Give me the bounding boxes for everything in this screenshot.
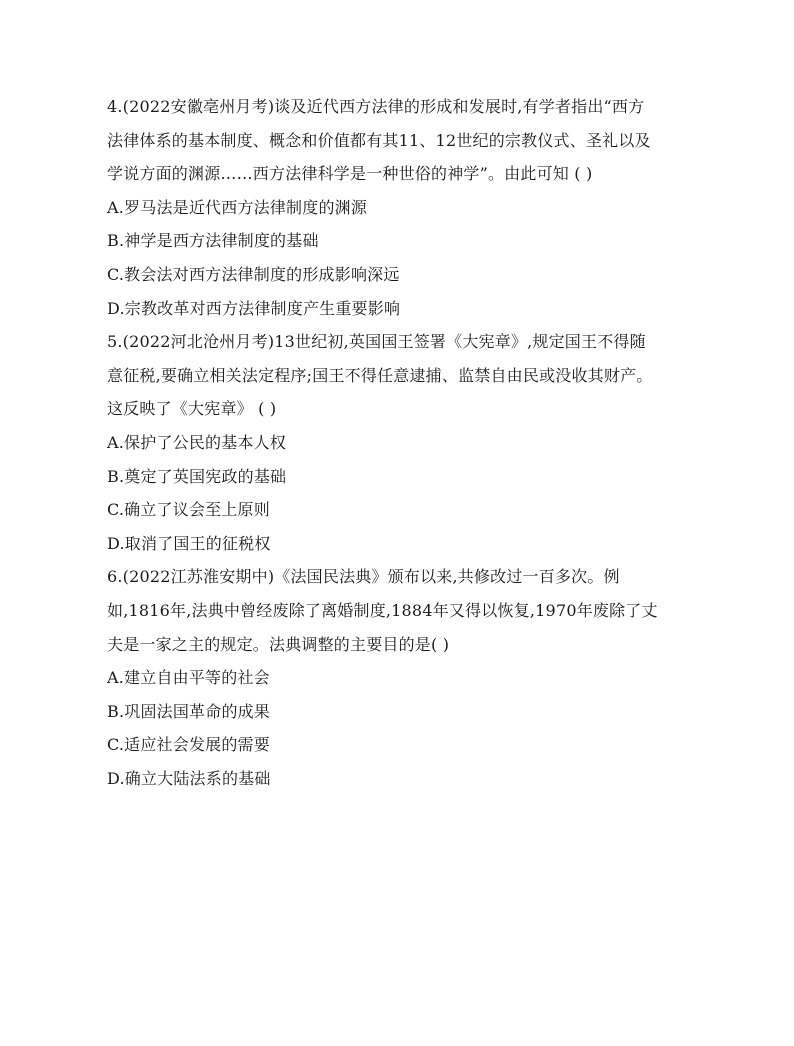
option-a: A.罗马法是近代西方法律制度的渊源 xyxy=(107,197,368,217)
question-stem-line: 如,1816年,法典中曾经废除了离婚制度,1884年又得以恢复,1970年废除了丈 xyxy=(107,600,658,620)
option-b: B.奠定了英国宪政的基础 xyxy=(107,466,287,486)
question-stem-line: 5.(2022河北沧州月考)13世纪初,英国国王签署《大宪章》,规定国王不得随 xyxy=(107,332,646,352)
question-5 xyxy=(107,325,707,560)
question-4 xyxy=(107,90,707,325)
option-c: C.教会法对西方法律制度的形成影响深远 xyxy=(107,264,400,284)
option-c: C.适应社会发展的需要 xyxy=(107,735,270,755)
option-b: B.巩固法国革命的成果 xyxy=(107,701,271,721)
question-stem-line: 意征税,要确立相关法定程序;国王不得任意逮捕、监禁自由民或没收其财产。 xyxy=(107,365,653,385)
question-stem-line: 学说方面的渊源……西方法律科学是一种世俗的神学”。由此可知 ( ) xyxy=(107,164,593,184)
question-6 xyxy=(107,560,707,795)
option-b: B.神学是西方法律制度的基础 xyxy=(107,231,319,251)
option-d: D.宗教改革对西方法律制度产生重要影响 xyxy=(107,298,401,318)
option-c: C.确立了议会至上原则 xyxy=(107,500,270,520)
question-stem-line: 6.(2022江苏淮安期中)《法国民法典》颁布以来,共修改过一百多次。例 xyxy=(107,567,620,587)
document-page xyxy=(107,90,707,795)
option-a: A.建立自由平等的社会 xyxy=(107,668,270,688)
option-d: D.取消了国王的征税权 xyxy=(107,533,271,553)
question-stem-line: 4.(2022安徽亳州月考)谈及近代西方法律的形成和发展时,有学者指出“西方 xyxy=(107,97,645,116)
question-stem-line: 夫是一家之主的规定。法典调整的主要目的是( ) xyxy=(107,634,450,654)
option-a: A.保护了公民的基本人权 xyxy=(107,432,287,452)
question-stem-line: 这反映了《大宪章》 ( ) xyxy=(107,399,277,419)
question-stem-line: 法律体系的基本制度、概念和价值都有其11、12世纪的宗教仪式、圣礼以及 xyxy=(107,130,651,150)
option-d: D.确立大陆法系的基础 xyxy=(107,768,271,788)
